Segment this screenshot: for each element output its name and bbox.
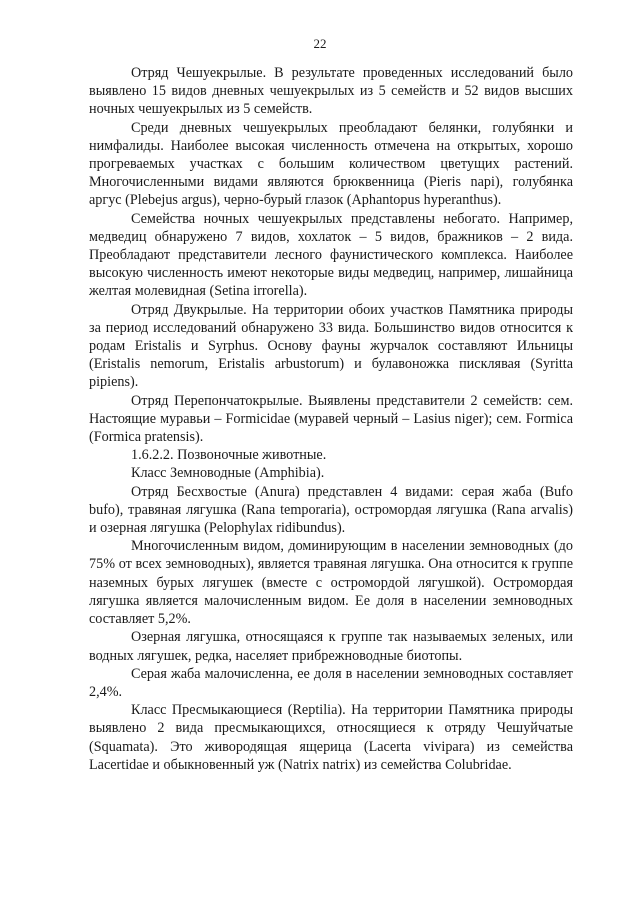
paragraph-hymenoptera: Отряд Перепончатокрылые. Выявлены представители 2 семейств: сем. Настоящие муравьи – Formicidae (муравей черный – Lasius niger); сем. Formica (Formica pratensis).: [89, 392, 573, 446]
paragraph-pool-frog: Озерная лягушка, относящаяся к группе так называемых зеленых, или водных лягушек, редка, населяет прибрежноводные биотопы.: [89, 629, 573, 664]
class-heading-amphibia: Класс Земноводные (Amphibia).: [131, 465, 325, 482]
body-text: [89, 64, 573, 774]
paragraph-anura: Отряд Бесхвостые (Anura) представлен 4 видами: серая жаба (Bufo bufo), травяная лягушка (Rana temporaria), остромордая лягушка (Rana arvalis) и озерная лягушка (Pelophylax ridibundus).: [89, 483, 573, 537]
page-number: 22: [313, 36, 327, 51]
paragraph-lepidoptera: Отряд Чешуекрылые. В результате проведенных исследований было выявлено 15 видов дневных чешуекрылых из 5 семейств и 52 видов высших ночных чешуекрылых из 5 семейств.: [89, 65, 573, 118]
section-heading-vertebrates: 1.6.2.2. Позвоночные животные.: [131, 447, 327, 464]
paragraph-dominant-species: Многочисленным видом, доминирующим в населении земноводных (до 75% от всех земноводных), является травяная лягушка. Она относится к группе наземных бурых лягушек (вместе с остромордой лягушкой). Остромордая лягушка является малочисленным видом. Ее доля в населении земноводных составляет 5,2%.: [89, 538, 573, 628]
paragraph-night-moths: Семейства ночных чешуекрылых представлены небогато. Например, медведиц обнаружено 7 видов, хохлаток – 5 видов, бражников – 2 вида. Преобладают представители лесного фаунистического комплекса. Наиболее высокую численность имеют некоторые виды медведиц, например, лишайница желтая молевидная (Setina irrorella).: [89, 210, 573, 300]
paragraph-diptera: Отряд Двукрылые. На территории обоих участков Памятника природы за период исследований обнаружено 33 вида. Большинство видов относится к родам Eristalis и Syrphus. Основу фауны журчалок составляют Ильницы (Eristalis nemorum, Eristalis arbustorum) и булавоножка писклявая (Syritta pipiens).: [89, 301, 573, 391]
paragraph-common-toad: Серая жаба малочисленна, ее доля в населении земноводных составляет 2,4%.: [89, 665, 573, 700]
paragraph-day-butterflies: Среди дневных чешуекрылых преобладают белянки, голубянки и нимфалиды. Наиболее высокая численность отмечена на открытых, хорошо прогреваемых участках с большим количеством цветущих растений. Многочисленными видами являются брюквенница (Pieris napi), голубянка аргус (Plebejus argus), черно-бурый глазок (Aphantopus hyperanthus).: [89, 119, 573, 209]
paragraph-reptilia: Класс Пресмыкающиеся (Reptilia). На территории Памятника природы выявлено 2 вида пресмыкающихся, относящиеся к отряду Чешуйчатые (Squamata). Это живородящая ящерица (Lacerta vivipara) из семейства Lacertidae и обыкновенный уж (Natrix natrix) из семейства Colubridae.: [89, 702, 573, 773]
